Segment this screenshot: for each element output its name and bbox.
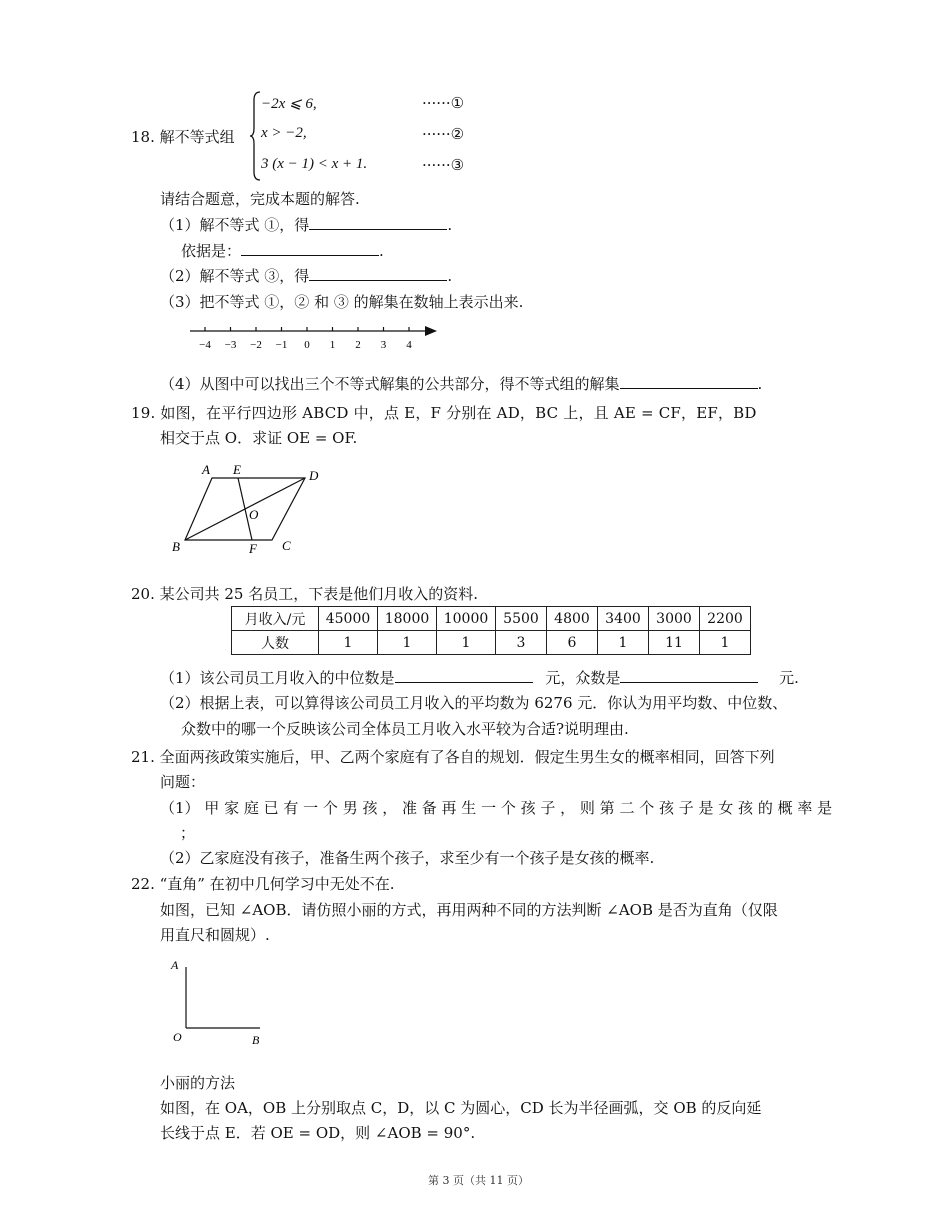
q18-part3: （3）把不等式 ①，② 和 ③ 的解集在数轴上表示出来. (160, 293, 524, 311)
q18-basis-text: 依据是： (181, 242, 242, 260)
table-row (232, 607, 751, 631)
axis-tick-label: 0 (304, 339, 310, 351)
table-cell: 18000 (378, 607, 437, 631)
table-cell: 45000 (319, 607, 378, 631)
axis-tick-label: −3 (224, 339, 237, 351)
label-O: O (173, 1030, 182, 1044)
page-footer: 第 3 页（共 11 页） (428, 1174, 529, 1187)
table-cell: 1 (378, 631, 437, 655)
q20-part2-line1: （2）根据上表，可以算得该公司员工月收入的平均数为 6276 元．你认为用平均数、中位数、 (160, 694, 788, 712)
table-cell: 3 (496, 631, 547, 655)
q20-part2-line2: 众数中的哪一个反映该公司全体员工月收入水平较为合适?说明理由. (181, 720, 629, 738)
answer-blank[interactable] (241, 241, 379, 256)
answer-blank[interactable] (620, 668, 758, 683)
answer-blank[interactable] (620, 374, 758, 389)
parallelogram-figure (170, 460, 330, 560)
inequality-mark-2: ······② (422, 125, 465, 143)
label-A: A (202, 462, 210, 477)
label-O: O (249, 507, 259, 522)
q18-period: . (757, 375, 763, 393)
q22-method-title: 小丽的方法 (160, 1074, 236, 1092)
q21-line1: 21. 全面两孩政策实施后，甲、乙两个家庭有了各自的规划．假定生男生女的概率相同，回答下列 (131, 748, 775, 766)
axis-tick-label: 4 (406, 339, 412, 351)
table-cell: 10000 (437, 607, 496, 631)
q18-period: . (447, 267, 453, 285)
q18-part4 (160, 373, 762, 394)
q18-instruction: 请结合题意，完成本题的解答. (160, 190, 360, 208)
table-cell: 1 (700, 631, 751, 655)
q20-part1-text-a: （1）该公司员工月收入的中位数是 (160, 669, 395, 687)
label-A: A (171, 958, 179, 972)
q18-period: . (379, 242, 384, 260)
q22-method-line1: 如图，在 OA，OB 上分别取点 C，D，以 C 为圆心，CD 长为半径画弧，交 OB 的反向延 (160, 1099, 762, 1117)
table-cell: 6 (547, 631, 598, 655)
q18-part2-text: （2）解不等式 ③，得 (160, 267, 310, 285)
table-header: 月收入/元 (232, 607, 319, 631)
table-cell: 4800 (547, 607, 598, 631)
q22-line2: 如图，已知 ∠AOB．请仿照小丽的方式，再用两种不同的方法判断 ∠AOB 是否为直角（仅限 (160, 901, 778, 919)
axis-tick-label: −1 (275, 339, 288, 351)
q22-line1: 22. “直角” 在初中几何学习中无处不在. (131, 875, 395, 893)
table-cell: 11 (649, 631, 700, 655)
q18-part1 (160, 214, 452, 235)
income-table (231, 606, 751, 655)
table-cell: 1 (319, 631, 378, 655)
table-cell: 3400 (598, 607, 649, 631)
table-cell: 3000 (649, 607, 700, 631)
inequality-mark-1: ······① (422, 94, 465, 112)
q18-part2 (160, 265, 452, 286)
table-cell: 2200 (700, 607, 751, 631)
q18-basis (181, 240, 384, 261)
q20-part1 (160, 667, 799, 688)
q19-line2: 相交于点 O．求证 OE = OF. (160, 429, 358, 447)
label-B: B (252, 1033, 260, 1047)
table-cell: 1 (437, 631, 496, 655)
label-C: C (282, 538, 291, 553)
inequality-1: −2x ⩽ 6, (261, 96, 317, 112)
q21-line2: 问题： (160, 773, 206, 791)
q22-line3: 用直尺和圆规）. (160, 926, 270, 944)
q20-part1-text-b: 元，众数是 (545, 669, 621, 687)
label-F: F (249, 541, 257, 556)
axis-tick-label: 3 (380, 339, 387, 351)
table-header: 人数 (232, 631, 319, 655)
answer-blank[interactable] (309, 215, 447, 230)
q21-part1-end: ； (180, 824, 196, 842)
number-line (185, 318, 445, 354)
q22-method-line2: 长线于点 E．若 OE = OD，则 ∠AOB = 90°. (160, 1124, 476, 1142)
inequality-mark-3: ······③ (422, 156, 465, 174)
axis-tick-label: −2 (250, 339, 262, 351)
q21-part2: （2）乙家庭没有孩子，准备生两个孩子，求至少有一个孩子是女孩的概率. (160, 849, 655, 867)
q20-part1-text-c: 元. (779, 669, 799, 687)
q21-part1: （1） 甲 家 庭 已 有 一 个 男 孩 ， 准 备 再 生 一 个 孩 子 ， 则 第 二 个 孩 子 是 女 孩 的 概 率 是 (160, 799, 833, 817)
table-row (232, 631, 751, 655)
table-cell: 5500 (496, 607, 547, 631)
q18-part4-text: （4）从图中可以找出三个不等式解集的公共部分，得不等式组的解集 (160, 375, 620, 393)
axis-tick-label: 1 (329, 339, 336, 351)
right-angle-figure (168, 955, 278, 1050)
axis-tick-label: −4 (199, 339, 211, 351)
q19-line1: 19. 如图，在平行四边形 ABCD 中，点 E，F 分别在 AD，BC 上，且 AE = CF，EF，BD (131, 404, 757, 422)
inequality-2: x > −2, (261, 125, 307, 141)
label-E: E (233, 462, 241, 477)
q18-period: . (447, 216, 453, 234)
inequality-3: 3 (x − 1) < x + 1. (261, 156, 368, 172)
label-D: D (309, 468, 319, 483)
answer-blank[interactable] (395, 668, 533, 683)
q20-intro: 20. 某公司共 25 名员工，下表是他们月收入的资料. (131, 585, 479, 603)
axis-tick-label: 2 (355, 339, 361, 351)
answer-blank[interactable] (309, 266, 447, 281)
q18-part1-text: （1）解不等式 ①，得 (160, 216, 310, 234)
label-B: B (172, 539, 180, 554)
q18-number: 18. 解不等式组 (131, 128, 235, 146)
table-cell: 1 (598, 631, 649, 655)
